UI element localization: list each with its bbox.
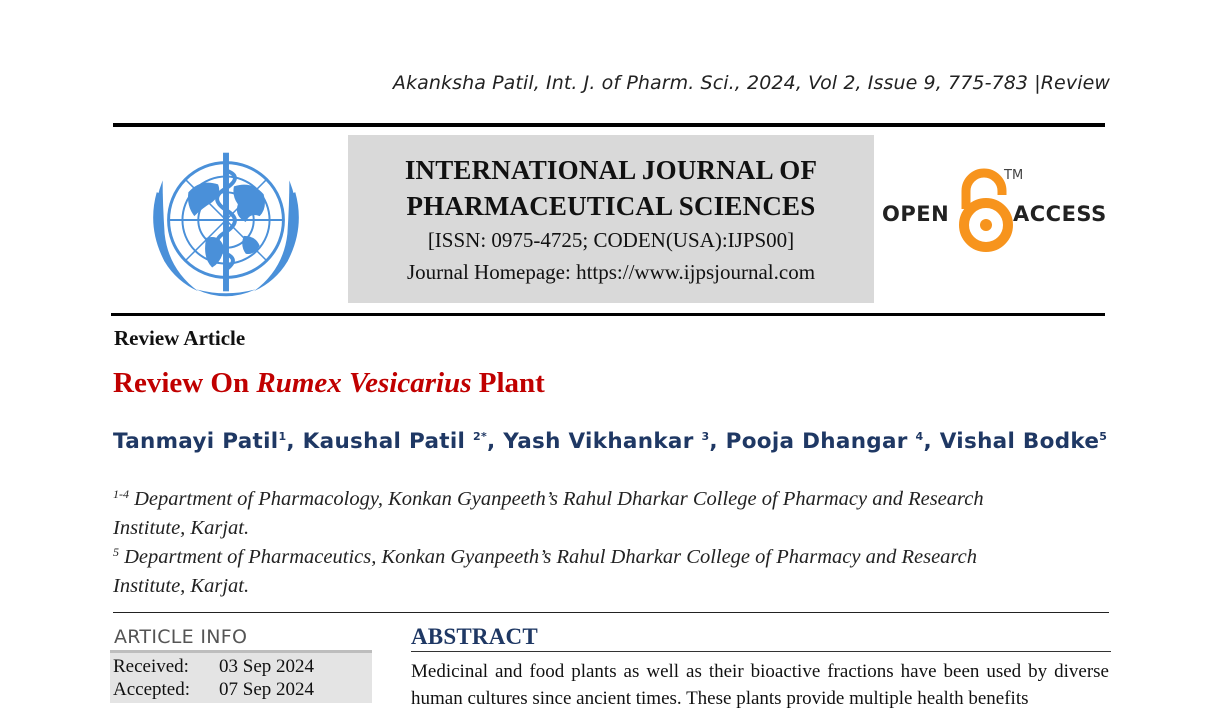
top-rule — [113, 123, 1105, 127]
author-sup: 3 — [701, 430, 710, 443]
affiliation-1 — [113, 480, 1103, 543]
author-sep: , — [286, 429, 303, 454]
author-sup: 5 — [1099, 430, 1108, 443]
affiliation-text: Department of Pharmaceutics, Konkan Gyanpeeth’s Rahul Dharkar College of Pharmacy and Research — [119, 546, 977, 568]
received-date: 03 Sep 2024 — [219, 656, 314, 677]
affiliation-2 — [113, 538, 1103, 601]
title-species-name: Rumex Vesicarius — [256, 367, 472, 399]
author-list — [113, 429, 1107, 454]
abstract-text: Medicinal and food plants as well as their bioactive fractions have been used by diverse human cultures since ancient times. These plants provide multiple health benefits — [411, 661, 1109, 709]
accepted-label: Accepted: — [113, 679, 191, 700]
trademark-mark: TM — [1004, 168, 1024, 183]
author-name: Yash Vikhankar — [503, 429, 702, 454]
author-name: Kaushal Patil — [302, 429, 474, 454]
journal-title-line-1: INTERNATIONAL JOURNAL OF — [404, 155, 818, 185]
journal-title-line-2: PHARMACEUTICAL SCIENCES — [406, 191, 816, 221]
article-info-heading: ARTICLE INFO — [114, 626, 248, 648]
author-sup: 4 — [915, 430, 924, 443]
accepted-row — [113, 679, 314, 701]
received-row — [113, 656, 314, 678]
article-type: Review Article — [114, 326, 246, 350]
abstract-heading: ABSTRACT — [411, 624, 538, 649]
author-sup: 1 — [278, 430, 287, 443]
affiliation-text: Institute, Karjat. — [113, 575, 250, 597]
citation-header: Akanksha Patil, Int. J. of Pharm. Sci., 2024, Vol 2, Issue 9, 775-783 |Review — [392, 72, 1110, 94]
article-title — [113, 367, 545, 400]
affiliation-sup: 5 — [113, 545, 119, 559]
journal-homepage[interactable]: Journal Homepage: https://www.ijpsjournal.com — [406, 260, 816, 284]
received-label: Received: — [113, 656, 189, 677]
author-name: Pooja Dhangar — [725, 429, 916, 454]
issn-line: [ISSN: 0975-4725; CODEN(USA):IJPS00] — [427, 228, 795, 252]
title-part-2: Plant — [471, 367, 545, 399]
open-word: OPEN — [882, 202, 950, 226]
open-access-logo — [880, 165, 1110, 255]
author-name: Tanmayi Patil — [113, 429, 279, 454]
affiliation-text: Department of Pharmacology, Konkan Gyanpeeth’s Rahul Dharkar College of Pharmacy and Research — [129, 488, 984, 510]
author-sep: , — [709, 429, 726, 454]
author-sep: , — [487, 429, 504, 454]
affiliation-sup: 1-4 — [113, 487, 129, 501]
author-sep: , — [923, 429, 940, 454]
affiliation-text: Institute, Karjat. — [113, 517, 250, 539]
access-word: ACCESS — [1013, 202, 1107, 226]
emblem-logo-icon — [127, 140, 325, 306]
author-sup: 2* — [473, 430, 488, 443]
accepted-date: 07 Sep 2024 — [219, 679, 314, 700]
author-name: Vishal Bodke — [939, 429, 1100, 454]
journal-masthead — [348, 135, 874, 303]
section-rule — [113, 612, 1109, 613]
title-part-1: Review On — [113, 367, 257, 399]
abstract-rule — [411, 651, 1111, 652]
masthead-rule — [111, 313, 1105, 316]
